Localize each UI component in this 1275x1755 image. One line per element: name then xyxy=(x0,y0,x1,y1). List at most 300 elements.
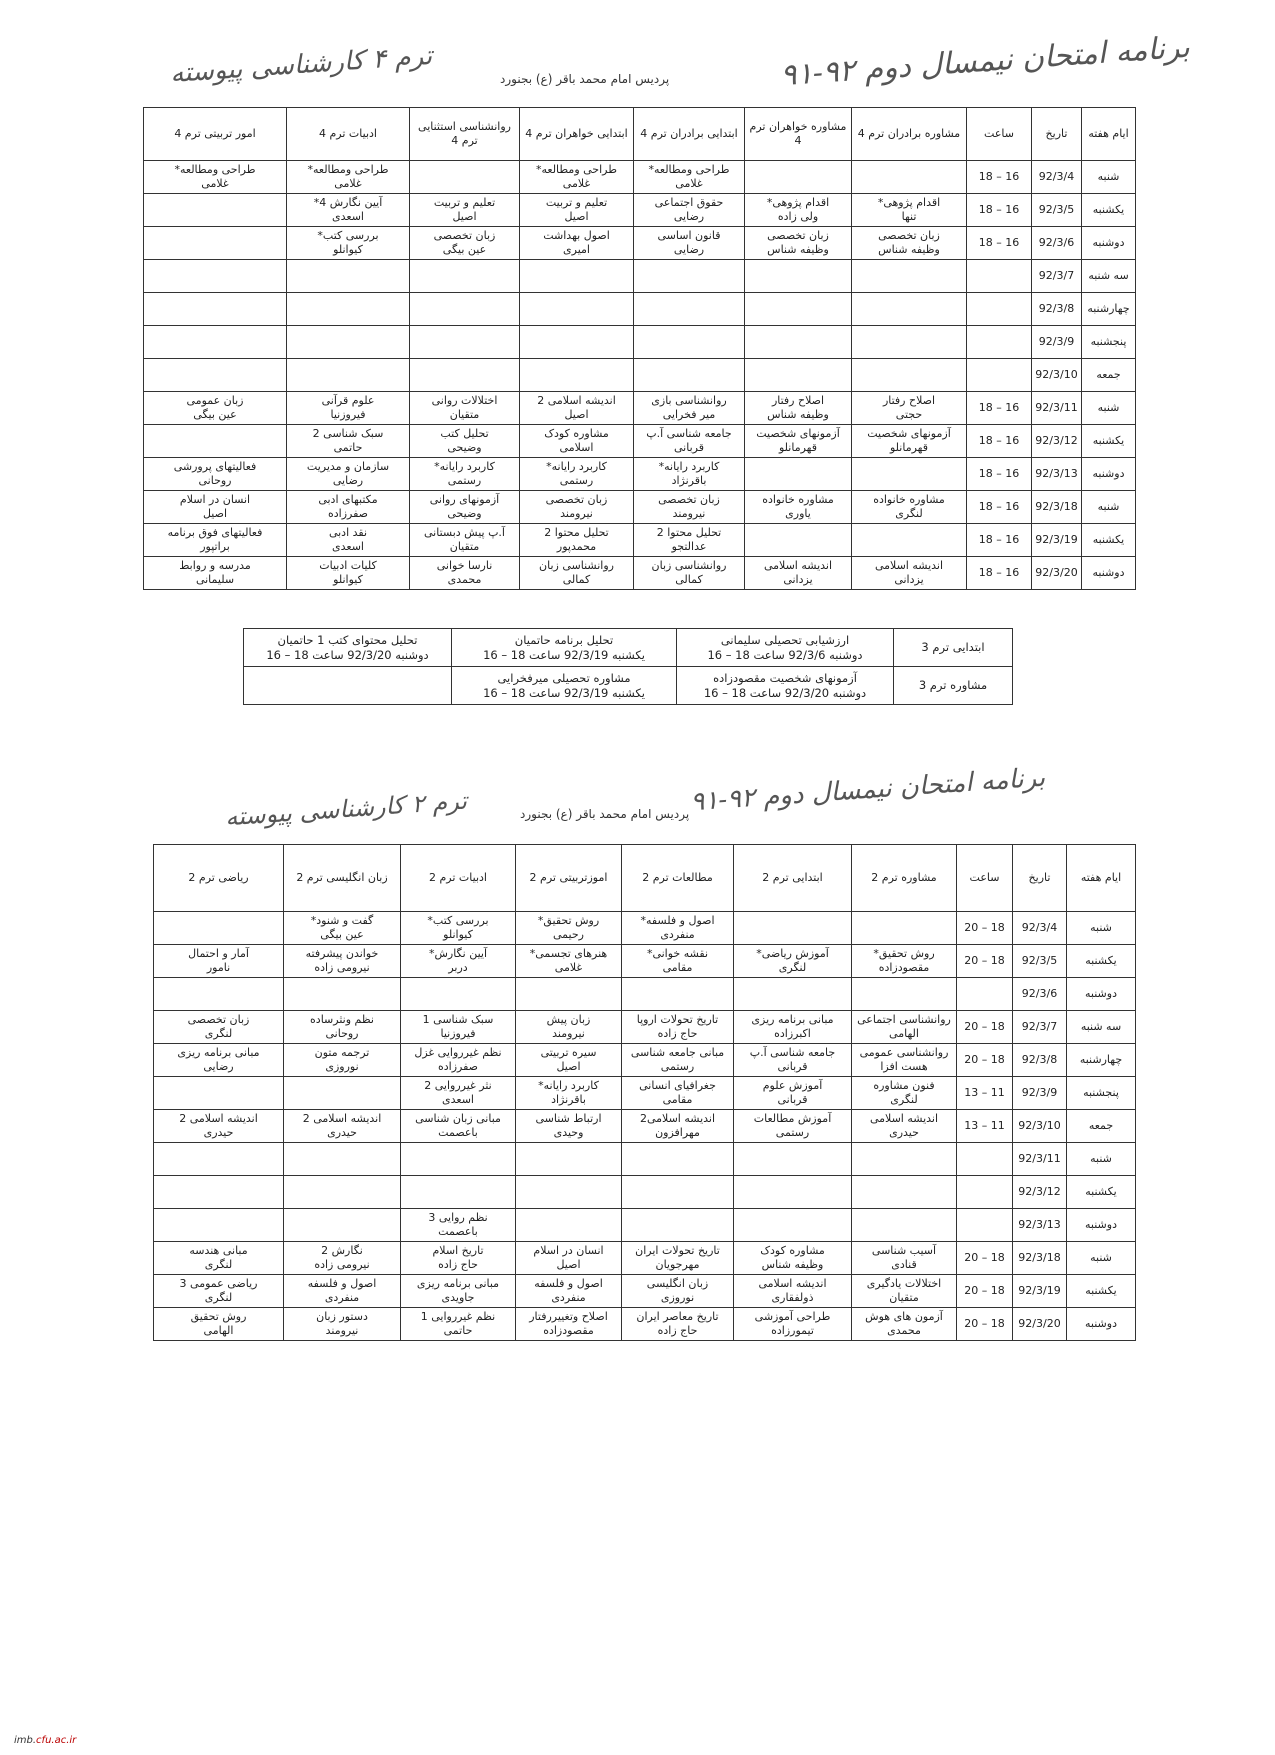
cell-line: رستمی xyxy=(447,474,482,487)
bottom-day-cell: پنجشنبه xyxy=(1067,1077,1136,1110)
top-exam-cell xyxy=(520,557,634,590)
top-header-cell: ابتدایی برادران ترم 4 xyxy=(634,108,745,161)
bottom-exam-cell xyxy=(734,912,852,945)
bottom-handwritten-title: برنامه امتحان نیمسال دوم ۹۲-۹۱ xyxy=(689,762,1047,818)
bottom-exam-cell xyxy=(154,945,284,978)
bottom-exam-cell xyxy=(852,1275,957,1308)
top-exam-cell xyxy=(520,161,634,194)
bottom-exam-cell xyxy=(284,978,401,1011)
cell-line: یکشنبه 92/3/19 ساعت 18 – 16 xyxy=(483,685,645,700)
bottom-exam-cell xyxy=(622,978,734,1011)
top-row xyxy=(144,260,1136,293)
cell-line: کمالی xyxy=(675,573,703,586)
bottom-exam-cell xyxy=(516,1209,622,1242)
top-row xyxy=(144,557,1136,590)
top-exam-cell xyxy=(852,161,967,194)
cell-line: اصول و فلسفه xyxy=(534,1277,603,1291)
cell-line: مبانی برنامه ریزی xyxy=(416,1277,500,1291)
bottom-exam-cell xyxy=(284,1308,401,1341)
cell-line: مقصودزاده xyxy=(543,1324,594,1337)
cell-line: لنگری xyxy=(778,961,807,974)
bottom-row xyxy=(154,1176,1136,1209)
top-time-cell: 16 – 18 xyxy=(967,524,1032,557)
cell-line: حجتی xyxy=(895,408,923,421)
cell-line: جغرافیای انسانی xyxy=(639,1079,716,1093)
bottom-row xyxy=(154,1011,1136,1044)
cell-line: رضایی xyxy=(673,243,705,256)
cell-line: نوروزی xyxy=(660,1291,695,1304)
bottom-exam-cell xyxy=(622,1275,734,1308)
top-exam-cell xyxy=(144,557,287,590)
top-header-cell: روانشناسی استثنایی ترم 4 xyxy=(410,108,520,161)
cell-line: ارتباط شناسی xyxy=(535,1112,602,1126)
top-exam-cell xyxy=(410,425,520,458)
top-exam-cell xyxy=(634,161,745,194)
top-exam-cell xyxy=(287,227,410,260)
top-exam-cell xyxy=(745,524,852,557)
bottom-exam-cell xyxy=(401,1143,516,1176)
bottom-exam-cell xyxy=(154,1011,284,1044)
bottom-day-cell: یکشنبه xyxy=(1067,945,1136,978)
bottom-exam-cell xyxy=(622,945,734,978)
cell-line: کاربرد رایانه* xyxy=(538,1079,599,1093)
top-exam-cell xyxy=(520,227,634,260)
bottom-date-cell: 92/3/6 xyxy=(1013,978,1067,1011)
top-row xyxy=(144,194,1136,227)
bottom-date-cell: 92/3/19 xyxy=(1013,1275,1067,1308)
bottom-date-cell: 92/3/20 xyxy=(1013,1308,1067,1341)
watermark-domain: cfu.ac.ir xyxy=(36,1735,77,1746)
cell-line: حاج زاده xyxy=(657,1324,698,1337)
cell-line: طراحی ومطالعه* xyxy=(307,163,389,177)
cell-line: طراحی آموزشی xyxy=(754,1310,831,1324)
bottom-header-cell: مطالعات ترم 2 xyxy=(622,845,734,912)
bottom-header-cell: ادبیات ترم 2 xyxy=(401,845,516,912)
bottom-row xyxy=(154,1143,1136,1176)
top-exam-cell xyxy=(520,458,634,491)
top-date-cell: 92/3/10 xyxy=(1032,359,1082,392)
cell-line: کلیات ادبیات xyxy=(319,559,377,573)
bottom-exam-cell xyxy=(154,1077,284,1110)
bottom-exam-cell xyxy=(154,1110,284,1143)
cell-line: آزمونهای شخصیت xyxy=(867,427,951,441)
cell-line: قربانی xyxy=(777,1093,808,1106)
cell-line: رستمی xyxy=(559,474,594,487)
bottom-exam-cell xyxy=(154,1176,284,1209)
top-exam-cell xyxy=(520,194,634,227)
bottom-exam-cell xyxy=(154,978,284,1011)
cell-line: اصیل xyxy=(564,210,589,223)
cell-line: زبان تخصصی xyxy=(545,493,608,507)
bottom-exam-cell xyxy=(401,1176,516,1209)
top-exam-cell xyxy=(144,458,287,491)
bottom-row xyxy=(154,1242,1136,1275)
top-exam-cell xyxy=(287,392,410,425)
bottom-exam-cell xyxy=(852,1077,957,1110)
cell-line: لنگری xyxy=(895,507,923,520)
cell-line: صفرزاده xyxy=(437,1060,478,1073)
cell-line: باعصمت xyxy=(438,1225,478,1238)
cell-line: یکشنبه 92/3/19 ساعت 18 – 16 xyxy=(483,647,645,662)
cell-line: مکتبهای ادبی xyxy=(318,493,378,507)
cell-line: آزمونهای روانی xyxy=(429,493,500,507)
bottom-exam-cell xyxy=(154,1044,284,1077)
top-exam-cell xyxy=(745,425,852,458)
top-time-cell: 16 – 18 xyxy=(967,425,1032,458)
bottom-exam-cell xyxy=(734,945,852,978)
cell-line: اندیشه اسلامی 2 xyxy=(302,1112,382,1126)
bottom-exam-cell xyxy=(401,1242,516,1275)
top-exam-cell xyxy=(144,425,287,458)
cell-line: باقرنژاد xyxy=(671,474,707,487)
cell-line: قانون اساسی xyxy=(657,229,721,243)
top-date-cell: 92/3/11 xyxy=(1032,392,1082,425)
cell-line: زبان انگلیسی xyxy=(646,1277,709,1291)
top-exam-cell xyxy=(144,161,287,194)
bottom-row xyxy=(154,978,1136,1011)
top-exam-cell xyxy=(410,491,520,524)
bottom-exam-cell xyxy=(401,978,516,1011)
cell-line: قنادی xyxy=(891,1258,917,1271)
top-date-cell: 92/3/8 xyxy=(1032,293,1082,326)
cell-line: نظم غیرروایی غزل xyxy=(414,1046,502,1060)
cell-line: روانشناسی عمومی xyxy=(859,1046,949,1060)
bottom-exam-cell xyxy=(516,1143,622,1176)
cell-line: اصیل xyxy=(556,1060,581,1073)
top-day-cell: دوشنبه xyxy=(1082,227,1136,260)
bottom-date-cell: 92/3/8 xyxy=(1013,1044,1067,1077)
cell-line: تحلیل کتب xyxy=(440,427,489,441)
top-exam-cell xyxy=(745,194,852,227)
bottom-exam-cell xyxy=(516,1308,622,1341)
bottom-row xyxy=(154,1308,1136,1341)
cell-line: نیرومند xyxy=(560,507,593,520)
bottom-exam-cell xyxy=(284,1143,401,1176)
cell-line: اسعدی xyxy=(332,540,364,553)
bottom-day-cell: شنبه xyxy=(1067,912,1136,945)
cell-line: اصلاح رفتار xyxy=(882,394,936,408)
bottom-exam-cell xyxy=(852,1044,957,1077)
bottom-exam-cell xyxy=(516,1011,622,1044)
top-day-cell: چهارشنبه xyxy=(1082,293,1136,326)
top-exam-cell xyxy=(852,359,967,392)
top-header-row xyxy=(144,108,1136,161)
top-exam-cell xyxy=(634,227,745,260)
cell-line: آسیب شناسی xyxy=(871,1244,937,1258)
bottom-time-cell: 18 – 20 xyxy=(957,1275,1013,1308)
top-exam-cell xyxy=(745,458,852,491)
bottom-header-cell: مشاوره ترم 2 xyxy=(852,845,957,912)
bottom-header-cell: ساعت xyxy=(957,845,1013,912)
cell-line: زبان پیش xyxy=(546,1013,591,1027)
cell-line: خواندن پیشرفته xyxy=(305,947,379,961)
top-exam-cell xyxy=(520,392,634,425)
cell-line: دوشنبه 92/3/20 ساعت 18 – 16 xyxy=(703,685,867,700)
cell-line: اصیل xyxy=(556,1258,581,1271)
bottom-exam-cell xyxy=(154,1143,284,1176)
cell-line: آ.پ پیش دبستانی xyxy=(424,526,505,540)
bottom-exam-cell xyxy=(622,1077,734,1110)
bottom-exam-cell xyxy=(154,912,284,945)
bottom-exam-cell xyxy=(622,1110,734,1143)
bottom-time-cell: 11 – 13 xyxy=(957,1077,1013,1110)
cell-line: قهرمانلو xyxy=(889,441,929,454)
top-exam-cell xyxy=(634,425,745,458)
cell-line: منفردی xyxy=(660,928,695,941)
bottom-exam-cell xyxy=(734,978,852,1011)
cell-line: کاربرد رایانه* xyxy=(658,460,720,474)
bottom-exam-cell xyxy=(852,912,957,945)
top-exam-cell xyxy=(287,557,410,590)
cell-line: نگارش 2 xyxy=(321,1244,363,1258)
top-exam-cell xyxy=(745,260,852,293)
cell-line: دوشنبه 92/3/6 ساعت 18 – 16 xyxy=(707,647,863,662)
top-time-cell: 16 – 18 xyxy=(967,392,1032,425)
bottom-exam-cell xyxy=(284,1011,401,1044)
cell-line: منفردی xyxy=(324,1291,360,1304)
note-exam-cell xyxy=(244,667,452,705)
cell-line: سازمان و مدیریت xyxy=(306,460,390,474)
cell-line: مبانی هندسه xyxy=(189,1244,248,1258)
cell-line: نوروزی xyxy=(325,1060,359,1073)
top-exam-cell xyxy=(287,359,410,392)
cell-line: اسعدی xyxy=(442,1093,474,1106)
cell-line: روحانی xyxy=(325,1027,359,1040)
top-exam-cell xyxy=(634,194,745,227)
bottom-time-cell xyxy=(957,1176,1013,1209)
cell-line: محمدی xyxy=(887,1324,921,1337)
top-header-cell: ابتدایی خواهران ترم 4 xyxy=(520,108,634,161)
bottom-exam-cell xyxy=(852,1308,957,1341)
bottom-exam-cell xyxy=(734,1176,852,1209)
bottom-exam-cell xyxy=(401,1209,516,1242)
top-exam-cell xyxy=(410,392,520,425)
cell-line: تعلیم و تربیت xyxy=(545,196,608,210)
bottom-time-cell: 18 – 20 xyxy=(957,1011,1013,1044)
cell-line: اقدام پژوهی* xyxy=(877,196,941,210)
top-exam-cell xyxy=(745,491,852,524)
bottom-day-cell: شنبه xyxy=(1067,1242,1136,1275)
top-day-cell: شنبه xyxy=(1082,161,1136,194)
cell-line: تحلیل محتوا 2 xyxy=(656,526,722,540)
top-row xyxy=(144,491,1136,524)
bottom-exam-cell xyxy=(401,945,516,978)
bottom-exam-cell xyxy=(622,1011,734,1044)
cell-line: اصیل xyxy=(564,408,589,421)
bottom-exam-cell xyxy=(154,1209,284,1242)
cell-line: رحیمی xyxy=(553,928,584,941)
bottom-exam-table xyxy=(153,844,1136,1341)
cell-line: قربانی xyxy=(777,1060,808,1073)
top-exam-cell xyxy=(144,392,287,425)
cell-line: ذولفقاری xyxy=(771,1291,814,1304)
cell-line: تاریخ تحولات اروپا xyxy=(636,1013,719,1027)
bottom-exam-cell xyxy=(401,1077,516,1110)
cell-line: آزمون های هوش xyxy=(865,1310,943,1324)
cell-line: آزمونهای شخصیت xyxy=(756,427,840,441)
top-row xyxy=(144,161,1136,194)
top-exam-cell xyxy=(144,359,287,392)
bottom-exam-cell xyxy=(401,912,516,945)
cell-line: نظم غیرروایی 1 xyxy=(420,1310,496,1324)
cell-line: عین بیگی xyxy=(320,928,364,941)
top-handwritten-title: برنامه امتحان نیمسال دوم ۹۲-۹۱ xyxy=(779,29,1191,94)
bottom-date-cell: 92/3/7 xyxy=(1013,1011,1067,1044)
top-exam-cell xyxy=(634,392,745,425)
cell-line: وظیفه شناس xyxy=(761,1258,824,1271)
cell-line: علوم قرآنی xyxy=(321,394,375,408)
cell-line: مشاوره خانواده xyxy=(762,493,834,507)
bottom-exam-cell xyxy=(622,912,734,945)
cell-line: آموزش ریاضی* xyxy=(756,947,829,961)
bottom-date-cell: 92/3/11 xyxy=(1013,1143,1067,1176)
cell-line: رستمی xyxy=(775,1126,810,1139)
cell-line: تاریخ تحولات ایران xyxy=(635,1244,720,1258)
top-handwritten-term: ترم ۴ کارشناسی پیوسته xyxy=(169,40,434,90)
top-exam-cell xyxy=(852,392,967,425)
top-exam-cell xyxy=(144,524,287,557)
bottom-exam-cell xyxy=(622,1044,734,1077)
cell-line: سبک شناسی 2 xyxy=(312,427,384,441)
cell-line: زبان تخصصی xyxy=(767,229,829,243)
top-exam-cell xyxy=(745,293,852,326)
top-exam-cell xyxy=(520,359,634,392)
bottom-exam-cell xyxy=(516,1176,622,1209)
bottom-header-cell: تاریخ xyxy=(1013,845,1067,912)
cell-line: فعالیتهای فوق برنامه xyxy=(167,526,263,540)
top-date-cell: 92/3/13 xyxy=(1032,458,1082,491)
top-exam-cell xyxy=(745,227,852,260)
cell-line: محمدی xyxy=(447,573,482,586)
cell-line: وظیفه شناس xyxy=(767,408,829,421)
cell-line: حاتمی xyxy=(443,1324,473,1337)
note-exam-cell xyxy=(244,629,452,667)
bottom-exam-cell xyxy=(734,1143,852,1176)
cell-line: حاج زاده xyxy=(657,1027,698,1040)
top-date-cell: 92/3/12 xyxy=(1032,425,1082,458)
cell-line: آیین نگارش* xyxy=(428,947,488,961)
cell-line: متقیان xyxy=(449,540,480,553)
bottom-time-cell xyxy=(957,1209,1013,1242)
cell-line: جاویدی xyxy=(441,1291,475,1304)
cell-line: ولی زاده xyxy=(777,210,819,223)
bottom-exam-cell xyxy=(734,1308,852,1341)
cell-line: غلامی xyxy=(201,177,229,190)
bottom-time-cell: 18 – 20 xyxy=(957,1044,1013,1077)
cell-line: غلامی xyxy=(562,177,591,190)
top-time-cell xyxy=(967,359,1032,392)
top-day-cell: شنبه xyxy=(1082,491,1136,524)
cell-line: مبانی برنامه ریزی xyxy=(751,1013,834,1027)
bottom-exam-cell xyxy=(622,1176,734,1209)
cell-line: غلامی xyxy=(334,177,362,190)
top-row xyxy=(144,326,1136,359)
cell-line: اندیشه اسلامی xyxy=(763,559,833,573)
bottom-date-cell: 92/3/13 xyxy=(1013,1209,1067,1242)
top-exam-cell xyxy=(852,293,967,326)
cell-line: تیمورزاده xyxy=(771,1324,814,1337)
bottom-campus-name: پردیس امام محمد باقر (ع) بجنورد xyxy=(520,807,690,821)
bottom-exam-cell xyxy=(516,1110,622,1143)
cell-line: انسان در اسلام xyxy=(533,1244,604,1258)
site-watermark xyxy=(14,1735,76,1746)
bottom-handwritten-term: ترم ۲ کارشناسی پیوسته xyxy=(224,786,468,832)
cell-line: دستور زبان xyxy=(316,1310,368,1324)
top-exam-cell xyxy=(745,326,852,359)
cell-line: فیروزنیا xyxy=(330,408,366,421)
cell-line: محمدپور xyxy=(556,540,597,553)
bottom-row xyxy=(154,1209,1136,1242)
top-exam-cell xyxy=(520,326,634,359)
cell-line: ارزشیابی تحصیلی سلیمانی xyxy=(720,632,850,647)
cell-line: دوشنبه 92/3/20 ساعت 18 – 16 xyxy=(266,647,429,662)
top-exam-cell xyxy=(852,491,967,524)
cell-line: آمار و احتمال xyxy=(188,947,249,961)
bottom-exam-cell xyxy=(516,1077,622,1110)
bottom-day-cell: یکشنبه xyxy=(1067,1275,1136,1308)
cell-line: الهامی xyxy=(889,1027,919,1040)
bottom-exam-cell xyxy=(516,1275,622,1308)
cell-line: فعالیتهای پرورشی xyxy=(173,460,257,474)
cell-line: هنرهای تجسمی* xyxy=(529,947,608,961)
top-exam-cell xyxy=(634,524,745,557)
cell-line: مبانی جامعه شناسی xyxy=(630,1046,725,1060)
cell-line: اصلاح رفتار xyxy=(771,394,825,408)
bottom-exam-cell xyxy=(401,1308,516,1341)
cell-line: وظیفه شناس xyxy=(878,243,940,256)
top-date-cell: 92/3/7 xyxy=(1032,260,1082,293)
bottom-row xyxy=(154,1110,1136,1143)
cell-line: طراحی ومطالعه* xyxy=(648,163,730,177)
top-exam-cell xyxy=(745,557,852,590)
top-day-cell: جمعه xyxy=(1082,359,1136,392)
bottom-exam-cell xyxy=(284,1176,401,1209)
top-exam-table xyxy=(143,107,1136,590)
bottom-exam-cell xyxy=(284,1077,401,1110)
cell-line: نارسا خوانی xyxy=(436,559,493,573)
cell-line: سیره تربیتی xyxy=(540,1046,597,1060)
cell-line: اندیشه اسلامی xyxy=(869,1112,939,1126)
cell-line: حیدری xyxy=(889,1126,919,1139)
bottom-exam-cell xyxy=(516,912,622,945)
note-label-cell: مشاوره ترم 3 xyxy=(894,667,1013,705)
cell-line: نیرومی زاده xyxy=(314,961,370,974)
bottom-date-cell: 92/3/5 xyxy=(1013,945,1067,978)
cell-line: غلامی xyxy=(675,177,703,190)
top-exam-cell xyxy=(287,260,410,293)
cell-line: جامعه شناسی آ.پ xyxy=(646,427,732,441)
top-time-cell xyxy=(967,293,1032,326)
top-day-cell: یکشنبه xyxy=(1082,425,1136,458)
bottom-exam-cell xyxy=(516,978,622,1011)
bottom-exam-cell xyxy=(622,1209,734,1242)
bottom-exam-cell xyxy=(734,1044,852,1077)
bottom-exam-cell xyxy=(852,1110,957,1143)
cell-line: زبان تخصصی xyxy=(187,1013,250,1027)
cell-line: تنها xyxy=(901,210,917,223)
top-header-cell: مشاوره برادران ترم 4 xyxy=(852,108,967,161)
top-exam-cell xyxy=(852,425,967,458)
cell-line: زبان تخصصی xyxy=(878,229,940,243)
cell-line: باعصمت xyxy=(438,1126,478,1139)
top-day-cell: دوشنبه xyxy=(1082,458,1136,491)
cell-line: کیوانلو xyxy=(443,928,473,941)
top-row xyxy=(144,227,1136,260)
bottom-exam-cell xyxy=(284,945,401,978)
cell-line: کیوانلو xyxy=(333,573,363,586)
cell-line: نظم ونثرساده xyxy=(310,1013,374,1027)
top-row xyxy=(144,425,1136,458)
